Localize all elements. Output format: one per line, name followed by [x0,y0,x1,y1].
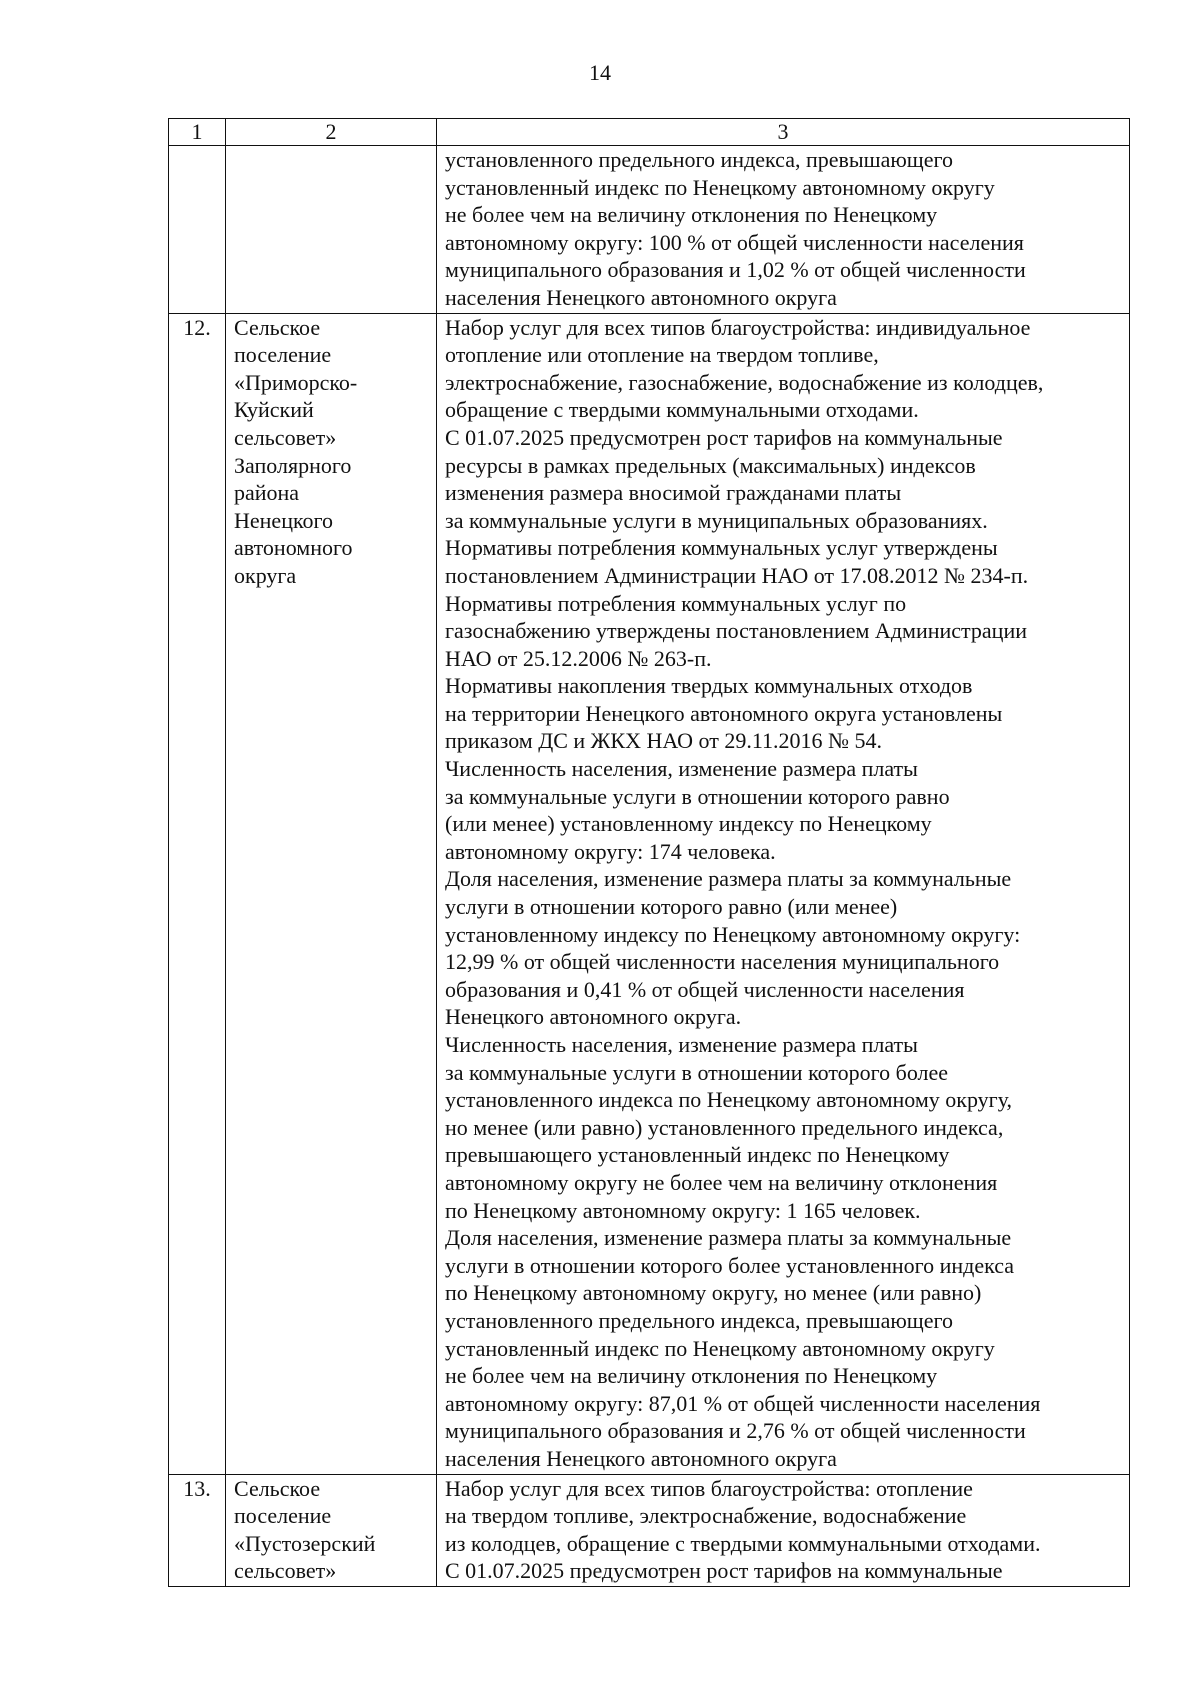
description-line: С 01.07.2025 предусмотрен рост тарифов на коммунальные [445,424,1003,450]
description-cell [437,1474,1130,1586]
description-line: за коммунальные услуги в отношении которого равно [445,783,950,809]
row-number-cell: 12. [169,313,226,1474]
description-line: населения Ненецкого автономного округа [445,284,837,310]
document-table [168,118,1130,1587]
description-line: Нормативы потребления коммунальных услуг утверждены [445,535,998,561]
description-line: Доля населения, изменение размера платы за коммунальные [445,866,1012,892]
municipality-name-line: автономного [234,535,353,561]
table-header-row [169,119,1130,146]
description-line: установленного индекса по Ненецкому автономному округу, [445,1087,1013,1113]
description-line: по Ненецкому автономному округу, но менее (или равно) [445,1280,982,1306]
description-line: муниципального образования и 2,76 % от общей численности [445,1418,1026,1444]
description-cell [437,313,1130,1474]
description-line: автономному округу не более чем на величину отклонения [445,1169,998,1195]
description-line: Набор услуг для всех типов благоустройства: индивидуальное [445,314,1031,340]
description-line: Нормативы накопления твердых коммунальных отходов [445,673,973,699]
municipality-name-cell [226,313,437,1474]
description-line: Численность населения, изменение размера платы [445,1032,918,1057]
description-line: постановлением Администрации НАО от 17.08.2012 № 234-п. [445,562,1029,588]
table-body [169,119,1130,1587]
municipality-name-line: сельсовет» [234,1558,337,1584]
description-line: Доля населения, изменение размера платы за коммунальные [445,1225,1012,1251]
municipality-name-line: «Приморско- [234,369,358,395]
municipality-name-line: Сельское [234,1475,321,1501]
description-line: (или менее) установленному индексу по Ненецкому [445,811,932,837]
description-line: газоснабжению утверждены постановлением Администрации [445,618,1027,644]
table-row [169,1474,1130,1586]
description-line: Набор услуг для всех типов благоустройства: отопление [445,1475,973,1501]
description-line: услуги в отношении которого равно (или менее) [445,894,898,920]
description-line: но менее (или равно) установленного предельного индекса, [445,1114,1004,1140]
description-line: автономному округу: 100 % от общей численности населения [445,229,1024,255]
description-line: на территории Ненецкого автономного округа установлены [445,700,1003,726]
description-line: Нормативы потребления коммунальных услуг по [445,590,907,616]
description-line: превышающего установленный индекс по Ненецкому [445,1142,950,1168]
table-row [169,146,1130,314]
description-line: электроснабжение, газоснабжение, водоснабжение из колодцев, [445,369,1044,395]
page-number: 14 [589,60,611,85]
row-number-cell [169,146,226,314]
description-line: Численность населения, изменение размера платы [445,756,918,782]
description-line: установленному индексу по Ненецкому автономному округу: [445,921,1021,947]
description-line: не более чем на величину отклонения по Ненецкому [445,202,938,228]
municipality-name-line: Сельское [234,314,321,340]
description-line: установленный индекс по Ненецкому автономному округу [445,174,995,200]
description-line: приказом ДС и ЖКХ НАО от 29.11.2016 № 54. [445,728,883,754]
description-line: образования и 0,41 % от общей численности населения [445,976,965,1002]
description-line: населения Ненецкого автономного округа [445,1445,837,1471]
description-line: на твердом топливе, электроснабжение, водоснабжение [445,1503,967,1529]
header-cell-3: 3 [437,119,1130,146]
municipality-name-line: Заполярного [234,452,352,478]
municipality-name-cell [226,1474,437,1586]
municipality-name-cell [226,146,437,314]
municipality-name-line: поселение [234,1503,332,1529]
description-line: по Ненецкому автономному округу: 1 165 человек. [445,1197,921,1223]
description-line: Ненецкого автономного округа. [445,1004,742,1030]
description-line: за коммунальные услуги в муниципальных образованиях. [445,507,988,533]
description-line: НАО от 25.12.2006 № 263-п. [445,645,712,671]
description-line: из колодцев, обращение с твердыми коммунальными отходами. [445,1530,1041,1556]
description-line: муниципального образования и 1,02 % от общей численности [445,257,1026,283]
description-line: 12,99 % от общей численности населения муниципального [445,949,1000,975]
row-number-cell: 13. [169,1474,226,1586]
municipality-name-line: Куйский [234,397,314,423]
description-line: изменения размера вносимой гражданами платы [445,480,902,506]
municipality-name-line: сельсовет» [234,424,337,450]
description-line: обращение с твердыми коммунальными отходами. [445,397,919,423]
table-row [169,313,1130,1474]
description-line: установленного предельного индекса, превышающего [445,1307,953,1333]
header-cell-2: 2 [226,119,437,146]
description-line: за коммунальные услуги в отношении которого более [445,1059,949,1085]
description-line: не более чем на величину отклонения по Ненецкому [445,1363,938,1389]
description-line: установленный индекс по Ненецкому автономному округу [445,1335,995,1361]
header-cell-1: 1 [169,119,226,146]
municipality-name-line: поселение [234,342,332,368]
municipality-name-line: «Пустозерский [234,1530,376,1556]
description-line: услуги в отношении которого более установленного индекса [445,1252,1015,1278]
description-line: установленного предельного индекса, превышающего [445,147,953,172]
municipality-name-line: Ненецкого [234,507,334,533]
description-line: автономному округу: 87,01 % от общей численности населения [445,1390,1041,1416]
description-line: ресурсы в рамках предельных (максимальных) индексов [445,452,976,478]
description-cell [437,146,1130,314]
municipality-name-line: округа [234,562,297,588]
description-line: отопление или отопление на твердом топливе, [445,342,879,368]
description-line: автономному округу: 174 человека. [445,838,776,864]
municipality-name-line: района [234,480,300,506]
description-line: С 01.07.2025 предусмотрен рост тарифов на коммунальные [445,1558,1003,1584]
